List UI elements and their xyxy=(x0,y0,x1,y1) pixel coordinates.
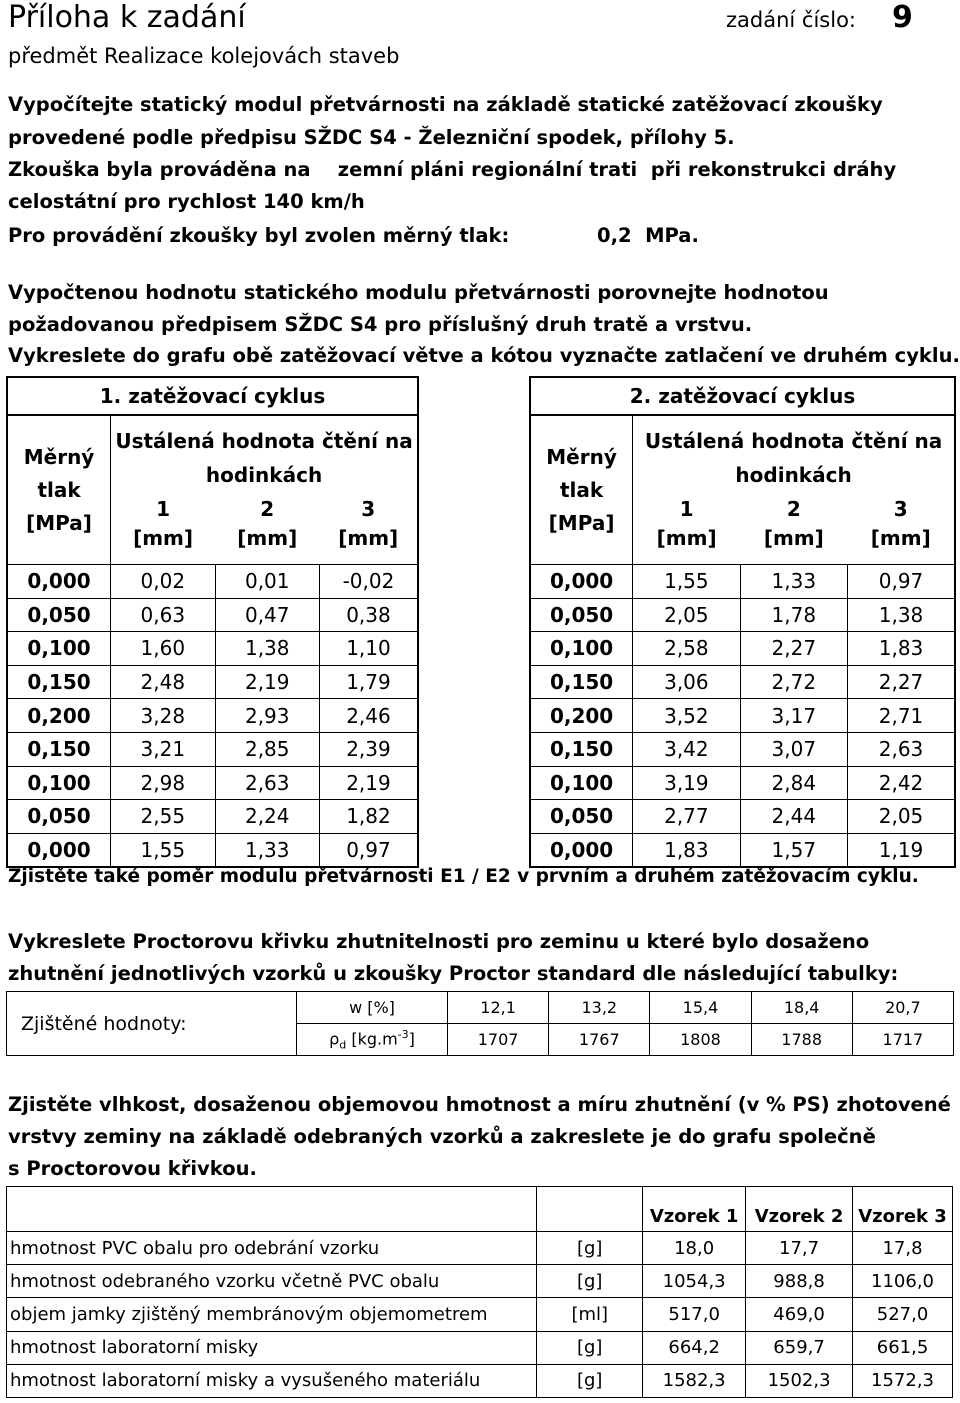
reading-header: Ustálená hodnota čtění na xyxy=(644,429,943,453)
row-unit: [g] xyxy=(537,1364,643,1397)
instruction-line-1: Vypočítejte statický modul přetvárnosti na základě statické zatěžovací zkoušky xyxy=(8,93,883,116)
page-title: Příloha k zadání xyxy=(8,0,246,35)
w-value: 13,2 xyxy=(549,992,650,1024)
reading-cell: 1,57 xyxy=(740,833,847,867)
reading-cell: 2,55 xyxy=(111,800,215,834)
table-row xyxy=(7,833,418,867)
reading-cell: 2,27 xyxy=(740,632,847,666)
table-row xyxy=(7,1364,953,1397)
instruction-line-4: celostátní pro rychlost 140 km/h xyxy=(8,190,365,213)
samples-empty-cell xyxy=(7,1187,537,1232)
table-row xyxy=(7,800,418,834)
row-unit: [g] xyxy=(537,1265,643,1298)
reading-cell: 2,19 xyxy=(215,665,319,699)
cycle-2-title: 2. zatěžovací cyklus xyxy=(530,377,955,415)
pressure-header: Měrný tlak [MPa] xyxy=(7,415,111,565)
gauge-3-number: 3 xyxy=(361,497,376,521)
pressure-cell: 0,050 xyxy=(530,598,633,632)
table-row xyxy=(7,1331,953,1364)
pressure-cell: 0,150 xyxy=(7,665,111,699)
instruction-line-6: Vypočtenou hodnotu statického modulu přetvárnosti porovnejte hodnotou xyxy=(8,281,829,304)
row-unit: [g] xyxy=(537,1331,643,1364)
reading-cell: 0,47 xyxy=(215,598,319,632)
rho-value: 1707 xyxy=(448,1024,549,1056)
table-row xyxy=(530,699,955,733)
row-value: 1502,3 xyxy=(746,1364,853,1397)
reading-cell: 0,97 xyxy=(848,565,955,599)
row-value: 1582,3 xyxy=(643,1364,746,1397)
gauge-1-unit: [mm] xyxy=(656,526,717,550)
table-row xyxy=(7,1298,953,1331)
reading-cell: 2,27 xyxy=(848,665,955,699)
reading-cell: 1,38 xyxy=(848,598,955,632)
proctor-label: Zjištěné hodnoty: xyxy=(7,992,297,1056)
row-label: hmotnost odebraného vzorku včetně PVC obalu xyxy=(7,1265,537,1298)
reading-cell: 1,79 xyxy=(319,665,418,699)
row-value: 527,0 xyxy=(853,1298,953,1331)
reading-cell: 2,98 xyxy=(111,766,215,800)
table-row xyxy=(7,699,418,733)
reading-cell: 2,39 xyxy=(319,732,418,766)
gauge-2-number: 2 xyxy=(786,497,801,521)
reading-cell: 3,28 xyxy=(111,699,215,733)
reading-cell: 1,19 xyxy=(848,833,955,867)
reading-cell: 2,58 xyxy=(633,632,740,666)
row-label: hmotnost PVC obalu pro odebrání vzorku xyxy=(7,1232,537,1265)
row-label: hmotnost laboratorní misky xyxy=(7,1331,537,1364)
samples-line-2: vrstvy zeminy na základě odebraných vzorků a zakreslete je do grafu společně xyxy=(8,1125,876,1148)
samples-table xyxy=(6,1186,953,1398)
pressure-cell: 0,200 xyxy=(7,699,111,733)
rho-value: 1808 xyxy=(650,1024,751,1056)
instruction-pressure-label: Pro provádění zkoušky byl zvolen měrný tlak: xyxy=(8,224,510,247)
row-value: 17,7 xyxy=(746,1232,853,1265)
sample-header: Vzorek 3 xyxy=(853,1187,953,1232)
row-label: objem jamky zjištěný membránovým objemometrem xyxy=(7,1298,537,1331)
reading-header: Ustálená hodnota čtění na xyxy=(115,429,413,453)
instruction-line-3: Zkouška byla prováděna na zemní pláni regionální trati při rekonstrukci dráhy xyxy=(8,158,897,181)
samples-line-3: s Proctorovou křivkou. xyxy=(8,1157,257,1180)
density-label: $\rho_d$ $[kg.m^{-3}]$ xyxy=(297,1024,448,1056)
pressure-cell: 0,150 xyxy=(7,732,111,766)
proctor-line-2: zhutnění jednotlivých vzorků u zkoušky Proctor standard dle následující tabulky: xyxy=(8,962,899,985)
pressure-cell: 0,100 xyxy=(7,632,111,666)
gauge-3-unit: [mm] xyxy=(870,526,931,550)
reading-cell: 3,06 xyxy=(633,665,740,699)
table-row xyxy=(7,632,418,666)
pressure-cell: 0,150 xyxy=(530,732,633,766)
row-value: 659,7 xyxy=(746,1331,853,1364)
rho-value: 1788 xyxy=(751,1024,852,1056)
table-row xyxy=(530,565,955,599)
table-row xyxy=(530,766,955,800)
reading-cell: 1,83 xyxy=(848,632,955,666)
reading-cell: 1,55 xyxy=(633,565,740,599)
instruction-line-2: provedené podle předpisu SŽDC S4 - Železniční spodek, přílohy 5. xyxy=(8,126,735,149)
row-value: 17,8 xyxy=(853,1232,953,1265)
w-value: 15,4 xyxy=(650,992,751,1024)
samples-line-1: Zjistěte vlhkost, dosaženou objemovou hmotnost a míru zhutnění (v % PS) zhotovené xyxy=(8,1093,951,1116)
subject-line: předmět Realizace kolejovách staveb xyxy=(8,44,400,68)
reading-cell: 3,52 xyxy=(633,699,740,733)
table-row xyxy=(7,1265,953,1298)
reading-cell: -0,02 xyxy=(319,565,418,599)
reading-cell: 2,72 xyxy=(740,665,847,699)
row-unit: [ml] xyxy=(537,1298,643,1331)
reading-header-2: hodinkách xyxy=(735,463,852,487)
reading-cell: 1,60 xyxy=(111,632,215,666)
pressure-cell: 0,100 xyxy=(530,766,633,800)
pressure-cell: 0,100 xyxy=(7,766,111,800)
row-value: 988,8 xyxy=(746,1265,853,1298)
reading-cell: 2,63 xyxy=(848,732,955,766)
gauge-3-unit: [mm] xyxy=(338,526,399,550)
reading-cell: 0,63 xyxy=(111,598,215,632)
pressure-cell: 0,200 xyxy=(530,699,633,733)
gauge-2-number: 2 xyxy=(260,497,275,521)
reading-cell: 3,19 xyxy=(633,766,740,800)
ratio-note: Zjistěte také poměr modulu přetvárnosti E1 / E2 v prvním a druhém zatěžovacím cyklu. xyxy=(8,866,919,887)
gauge-1-unit: [mm] xyxy=(133,526,194,550)
table-row xyxy=(530,800,955,834)
gauge-1-number: 1 xyxy=(156,497,171,521)
reading-cell: 3,21 xyxy=(111,732,215,766)
reading-cell: 0,01 xyxy=(215,565,319,599)
reading-cell: 2,93 xyxy=(215,699,319,733)
reading-cell: 3,07 xyxy=(740,732,847,766)
reading-cell: 3,17 xyxy=(740,699,847,733)
row-unit: [g] xyxy=(537,1232,643,1265)
reading-cell: 0,38 xyxy=(319,598,418,632)
sample-header: Vzorek 2 xyxy=(746,1187,853,1232)
load-cycle-2-table xyxy=(529,376,956,868)
pressure-cell: 0,050 xyxy=(7,800,111,834)
row-value: 18,0 xyxy=(643,1232,746,1265)
table-row xyxy=(530,632,955,666)
proctor-line-1: Vykreslete Proctorovu křivku zhutnitelnosti pro zeminu u které bylo dosaženo xyxy=(8,930,870,953)
instruction-pressure-value: 0,2 MPa. xyxy=(597,224,699,247)
table-row xyxy=(7,732,418,766)
reading-cell: 1,82 xyxy=(319,800,418,834)
row-value: 1054,3 xyxy=(643,1265,746,1298)
moisture-label: w [%] xyxy=(297,992,448,1024)
w-value: 18,4 xyxy=(751,992,852,1024)
sample-header: Vzorek 1 xyxy=(643,1187,746,1232)
rho-value: 1767 xyxy=(549,1024,650,1056)
reading-cell: 0,02 xyxy=(111,565,215,599)
pressure-cell: 0,000 xyxy=(530,565,633,599)
table-row xyxy=(7,565,418,599)
reading-cell: 2,05 xyxy=(848,800,955,834)
reading-cell: 1,55 xyxy=(111,833,215,867)
pressure-cell: 0,150 xyxy=(530,665,633,699)
reading-cell: 2,05 xyxy=(633,598,740,632)
row-value: 469,0 xyxy=(746,1298,853,1331)
reading-cell: 3,42 xyxy=(633,732,740,766)
reading-header-2: hodinkách xyxy=(205,463,323,487)
reading-cell: 2,71 xyxy=(848,699,955,733)
pressure-cell: 0,050 xyxy=(530,800,633,834)
table-row xyxy=(7,1232,953,1265)
table-row xyxy=(530,833,955,867)
table-row xyxy=(530,732,955,766)
reading-cell: 2,42 xyxy=(848,766,955,800)
table-row xyxy=(7,598,418,632)
pressure-cell: 0,000 xyxy=(7,833,111,867)
rho-value: 1717 xyxy=(852,1024,953,1056)
load-cycle-1-table xyxy=(6,376,419,868)
task-number: 9 xyxy=(892,0,913,35)
pressure-cell: 0,100 xyxy=(530,632,633,666)
reading-cell: 1,10 xyxy=(319,632,418,666)
row-value: 1106,0 xyxy=(853,1265,953,1298)
reading-cell: 2,46 xyxy=(319,699,418,733)
row-label: hmotnost laboratorní misky a vysušeného materiálu xyxy=(7,1364,537,1397)
reading-cell: 2,85 xyxy=(215,732,319,766)
reading-cell: 2,24 xyxy=(215,800,319,834)
reading-cell: 2,84 xyxy=(740,766,847,800)
reading-cell: 1,33 xyxy=(740,565,847,599)
gauge-2-unit: [mm] xyxy=(237,526,298,550)
reading-cell: 0,97 xyxy=(319,833,418,867)
table-row xyxy=(7,665,418,699)
reading-cell: 1,83 xyxy=(633,833,740,867)
proctor-table xyxy=(6,991,954,1056)
cycle-1-title: 1. zatěžovací cyklus xyxy=(7,377,418,415)
row-value: 1572,3 xyxy=(853,1364,953,1397)
table-row xyxy=(7,766,418,800)
w-value: 20,7 xyxy=(852,992,953,1024)
reading-cell: 1,33 xyxy=(215,833,319,867)
reading-cell: 2,63 xyxy=(215,766,319,800)
pressure-header: Měrný tlak [MPa] xyxy=(530,415,633,565)
reading-cell: 2,44 xyxy=(740,800,847,834)
gauge-2-unit: [mm] xyxy=(763,526,824,550)
pressure-cell: 0,050 xyxy=(7,598,111,632)
row-value: 664,2 xyxy=(643,1331,746,1364)
table-row xyxy=(530,665,955,699)
instruction-line-8: Vykreslete do grafu obě zatěžovací větve a kótou vyznačte zatlačení ve druhém cyklu. xyxy=(8,344,960,367)
gauge-3-number: 3 xyxy=(893,497,908,521)
samples-empty-cell xyxy=(537,1187,643,1232)
reading-cell: 2,77 xyxy=(633,800,740,834)
row-value: 517,0 xyxy=(643,1298,746,1331)
task-number-label: zadání číslo: xyxy=(726,8,856,32)
pressure-cell: 0,000 xyxy=(7,565,111,599)
w-value: 12,1 xyxy=(448,992,549,1024)
table-row xyxy=(530,598,955,632)
row-value: 661,5 xyxy=(853,1331,953,1364)
instruction-line-7: požadovanou předpisem SŽDC S4 pro příslušný druh tratě a vrstvu. xyxy=(8,313,753,336)
reading-cell: 1,78 xyxy=(740,598,847,632)
pressure-cell: 0,000 xyxy=(530,833,633,867)
reading-cell: 2,48 xyxy=(111,665,215,699)
gauge-1-number: 1 xyxy=(679,497,694,521)
reading-cell: 2,19 xyxy=(319,766,418,800)
reading-cell: 1,38 xyxy=(215,632,319,666)
